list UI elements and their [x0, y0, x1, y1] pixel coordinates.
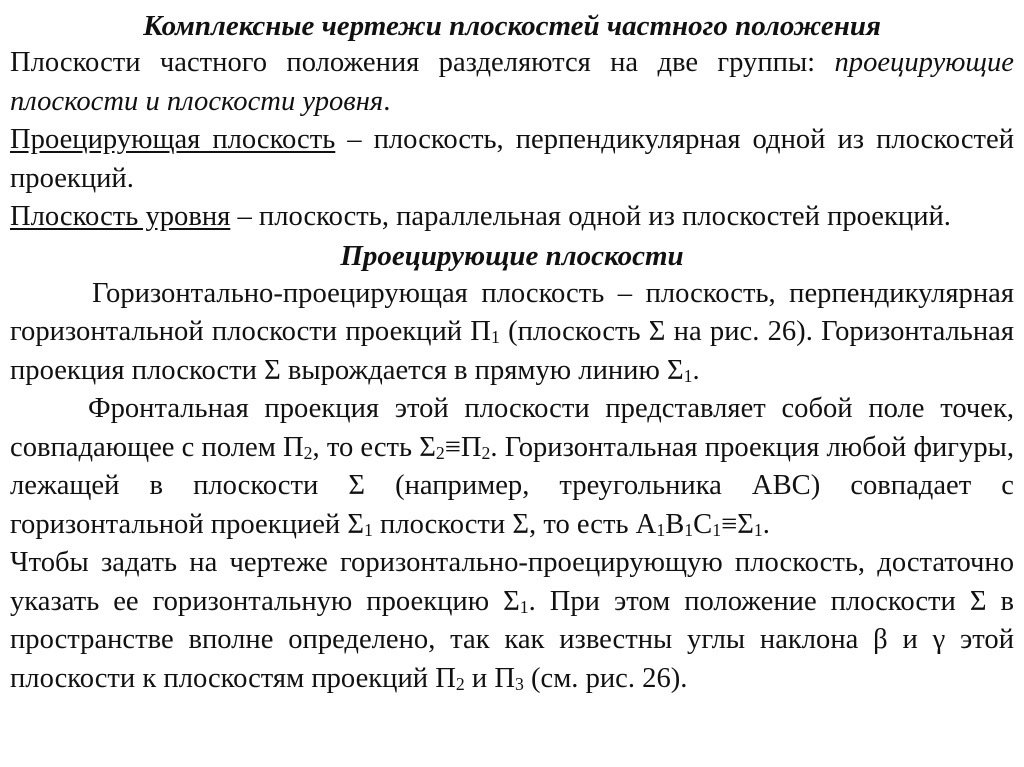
- paragraph-frontal-projection: [10, 390, 1014, 544]
- term-projecting-plane: Проецирующая плоскость: [10, 124, 336, 155]
- para2-sub-5: 1: [656, 519, 666, 540]
- para1-text-2: (плоскость Σ на рис. 26). Горизонтальная проекция плоскости Σ вырождается в прямую линию Σ: [10, 316, 1014, 386]
- para2-text-9: .: [762, 508, 770, 540]
- para3-text-1: Чтобы задать на чертеже горизонтально-проецирующую плоскость, достаточно указать ее горизонтальную проекцию Σ: [10, 547, 1014, 617]
- para2-text-3: ≡П: [444, 431, 482, 463]
- definition-level-plane: [10, 198, 1014, 237]
- para3-sub-2: 2: [455, 673, 465, 694]
- para2-sub-3: 2: [481, 442, 491, 463]
- term-level-plane: Плоскость уровня: [10, 201, 231, 232]
- paragraph-horizontal-projecting: [10, 275, 1014, 391]
- para2-text-8: ≡Σ: [721, 508, 754, 540]
- para3-text-4: (см. рис. 26).: [523, 662, 688, 694]
- definition-level-text: – плоскость, параллельная одной из плоскостей проекций.: [230, 201, 951, 232]
- para2-text-7: С: [693, 508, 713, 540]
- intro-groups: проецирующие плоскости и плоскости уровня: [10, 47, 1014, 117]
- para2-sub-2: 2: [435, 442, 445, 463]
- page-title: Комплексные чертежи плоскостей частного положения: [143, 10, 881, 42]
- para1-text-1: Горизонтально-проецирующая плоскость – плоскость, перпендикулярная горизонтальной плоскости проекций П: [10, 277, 1014, 347]
- para3-text-3: и П: [464, 662, 515, 694]
- paragraph-how-to-define: [10, 544, 1014, 698]
- para3-sub-1: 1: [519, 596, 529, 617]
- para2-sub-1: 2: [303, 442, 313, 463]
- para1-sub-1: 1: [490, 327, 500, 348]
- para2-sub-8: 1: [753, 519, 763, 540]
- para2-text-2: , то есть Σ: [312, 431, 436, 463]
- definition-projecting-plane: [10, 121, 1014, 198]
- intro-text: Плоскости частного положения разделяются на две группы:: [10, 47, 835, 78]
- para2-text-4: . Горизонтальная проекция любой фигуры, лежащей в плоскости Σ (например, треугольника АВС) совпадает с горизонтальной проекцией Σ: [10, 431, 1014, 540]
- definition-projecting-text: – плоскость, перпендикулярная одной из плоскостей проекций.: [10, 124, 1014, 194]
- section-heading: Проецирующие плоскости: [340, 239, 684, 272]
- para1-text-3: .: [692, 354, 700, 386]
- para1-sub-2: 1: [683, 365, 693, 386]
- para2-sub-7: 1: [712, 519, 722, 540]
- para3-sub-3: 3: [514, 673, 524, 694]
- para2-text-6: В: [665, 508, 685, 540]
- intro-end: .: [383, 85, 391, 117]
- intro-paragraph: [10, 44, 1014, 121]
- para2-text-1: Фронтальная проекция этой плоскости представляет собой поле точек, совпадающее с полем П: [10, 393, 1014, 463]
- para3-text-2: . При этом положение плоскости Σ в пространстве вполне определено, так как известны углы наклона β и γ этой плоскости к плоскостям проекций П: [10, 585, 1014, 694]
- para2-text-5: плоскости Σ, то есть А: [372, 508, 657, 540]
- para2-sub-4: 1: [364, 519, 373, 540]
- para2-sub-6: 1: [684, 519, 694, 540]
